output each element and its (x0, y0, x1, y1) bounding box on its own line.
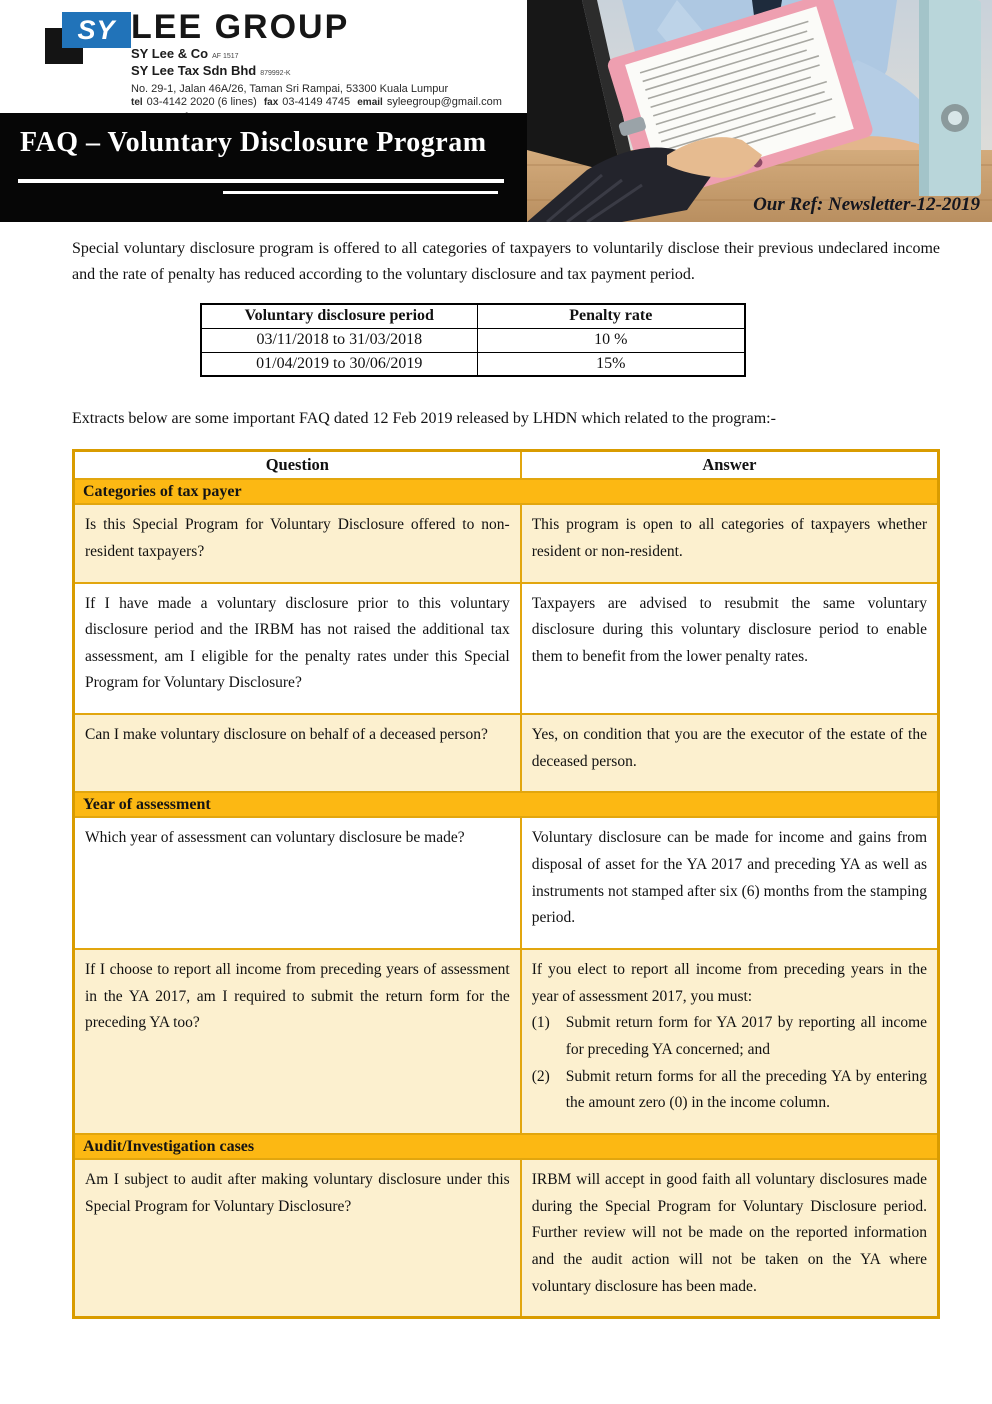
faq-header-answer: Answer (521, 451, 939, 480)
faq-question-cell: Am I subject to audit after making voluntary disclosure under this Special Program for Voluntary Disclosure? (74, 1159, 521, 1318)
header-photo (527, 0, 992, 222)
faq-answer-cell (521, 583, 939, 715)
extracts-note: Extracts below are some important FAQ dated 12 Feb 2019 released by LHDN which related to the program:- (72, 410, 776, 428)
answer-list-marker: (2) (531, 1067, 550, 1085)
answer-list-item (532, 1064, 927, 1117)
faq-row (74, 714, 939, 792)
firm1-text: SY Lee & Co (131, 46, 209, 61)
faq-section-header: Categories of tax payer (74, 479, 939, 504)
firm-name-1 (131, 47, 521, 64)
faq-tbody (74, 479, 939, 1318)
intro-paragraph: Special voluntary disclosure program is offered to all categories of taxpayers to voluntarily disclose their previous undeclared income and the rate of penalty has reduced according to the voluntary disclosure and tax payment period. (72, 240, 940, 283)
faq-answer-cell (521, 504, 939, 582)
firm1-reg: AF 1517 (212, 53, 239, 60)
answer-list-text: Submit return forms for all the preceding YA by entering the amount zero (0) in the income column. (565, 1067, 927, 1112)
answer-list-marker: (1) (531, 1014, 550, 1032)
binder-spine-edge (919, 0, 929, 196)
firm-name-2 (131, 64, 521, 81)
title-underline-1 (18, 179, 504, 183)
penalty-row (201, 328, 745, 352)
penalty-header-period: Voluntary disclosure period (201, 304, 477, 328)
email-label: email (357, 97, 383, 108)
title-banner (0, 113, 527, 222)
masthead (0, 0, 992, 222)
faq-header-question: Question (74, 451, 521, 480)
answer-list-item (532, 1010, 927, 1063)
sy-logo (45, 12, 129, 62)
faq-answer-cell (521, 1159, 939, 1318)
answer-paragraph: IRBM will accept in good faith all voluntary disclosures made during the Special Program for Voluntary Disclosure period. Further review will not be made on the reported information and the audit action will not be taken on the YA where voluntary disclosure has been made. (531, 1171, 927, 1295)
penalty-tbody (201, 328, 745, 376)
faq-row (74, 949, 939, 1134)
penalty-header-row (201, 304, 745, 328)
tel-value: 03-4142 2020 (6 lines) (146, 96, 257, 108)
faq-row (74, 583, 939, 715)
title-underline-2 (223, 191, 498, 194)
faq-question-cell: Is this Special Program for Voluntary Disclosure offered to non-resident taxpayers? (74, 504, 521, 582)
faq-answer-cell (521, 714, 939, 792)
penalty-rate-table (200, 303, 746, 377)
penalty-row (201, 352, 745, 376)
faq-row (74, 817, 939, 949)
penalty-cell: 01/04/2019 to 30/06/2019 (201, 352, 477, 376)
firm2-text: SY Lee Tax Sdn Bhd (131, 63, 257, 78)
faq-section-row (74, 792, 939, 817)
tel-label: tel (131, 97, 143, 108)
letterhead (0, 0, 527, 113)
answer-paragraph: Voluntary disclosure can be made for income and gains from disposal of asset for the YA 2017 and preceding YA as well as instruments not stamped after six (6) months from the stamping period. (531, 829, 927, 927)
fax-value: 03-4149 4745 (282, 96, 351, 108)
firm2-reg: 879992-K (260, 70, 291, 77)
address: No. 29-1, Jalan 46A/26, Taman Sri Rampai, 53300 Kuala Lumpur (131, 83, 449, 95)
penalty-header-rate: Penalty rate (477, 304, 745, 328)
faq-question-cell: Which year of assessment can voluntary disclosure be made? (74, 817, 521, 949)
our-ref: Our Ref: Newsletter-12-2019 (753, 194, 980, 215)
logo-blue-box-icon (62, 12, 131, 48)
faq-question-cell: Can I make voluntary disclosure on behalf of a deceased person? (74, 714, 521, 792)
header-photo-illustration (527, 0, 992, 222)
email-value: syleegroup@gmail.com (386, 96, 502, 108)
penalty-cell: 03/11/2018 to 31/03/2018 (201, 328, 477, 352)
faq-answer-cell (521, 949, 939, 1134)
penalty-cell: 15% (477, 352, 745, 376)
faq-header-row (74, 451, 939, 480)
faq-answer-cell (521, 817, 939, 949)
logo-group-text: LEE GROUP (131, 8, 350, 46)
contact-line (131, 96, 521, 109)
page-title: FAQ – Voluntary Disclosure Program (20, 127, 487, 158)
faq-section-header: Audit/Investigation cases (74, 1134, 939, 1159)
document-body (0, 222, 992, 1319)
faq-row (74, 504, 939, 582)
faq-row (74, 1159, 939, 1318)
faq-table (72, 449, 940, 1319)
answer-list-text: Submit return form for YA 2017 by reporting all income for preceding YA concerned; and (565, 1014, 927, 1059)
penalty-cell: 10 % (477, 328, 745, 352)
answer-paragraph: Taxpayers are advised to resubmit the same voluntary disclosure during this voluntary disclosure period to enable them to benefit from the lower penalty rates. (531, 594, 927, 665)
answer-paragraph: If you elect to report all income from preceding years in the year of assessment 2017, you must: (531, 961, 927, 1005)
faq-section-row (74, 1134, 939, 1159)
answer-paragraph: Yes, on condition that you are the executor of the estate of the deceased person. (531, 726, 927, 770)
faq-section-row (74, 479, 939, 504)
fax-label: fax (263, 97, 279, 108)
faq-section-header: Year of assessment (74, 792, 939, 817)
faq-question-cell: If I have made a voluntary disclosure prior to this voluntary disclosure period and the IRBM has not raised the additional tax assessment, am I eligible for the penalty rates under this Special Program for Voluntary Disclosure? (74, 583, 521, 715)
faq-question-cell: If I choose to report all income from preceding years of assessment in the YA 2017, am I required to submit the return form for the preceding YA too? (74, 949, 521, 1134)
answer-paragraph: This program is open to all categories of taxpayers whether resident or non-resident. (531, 516, 927, 560)
logo-sy-text: SY (77, 15, 116, 45)
